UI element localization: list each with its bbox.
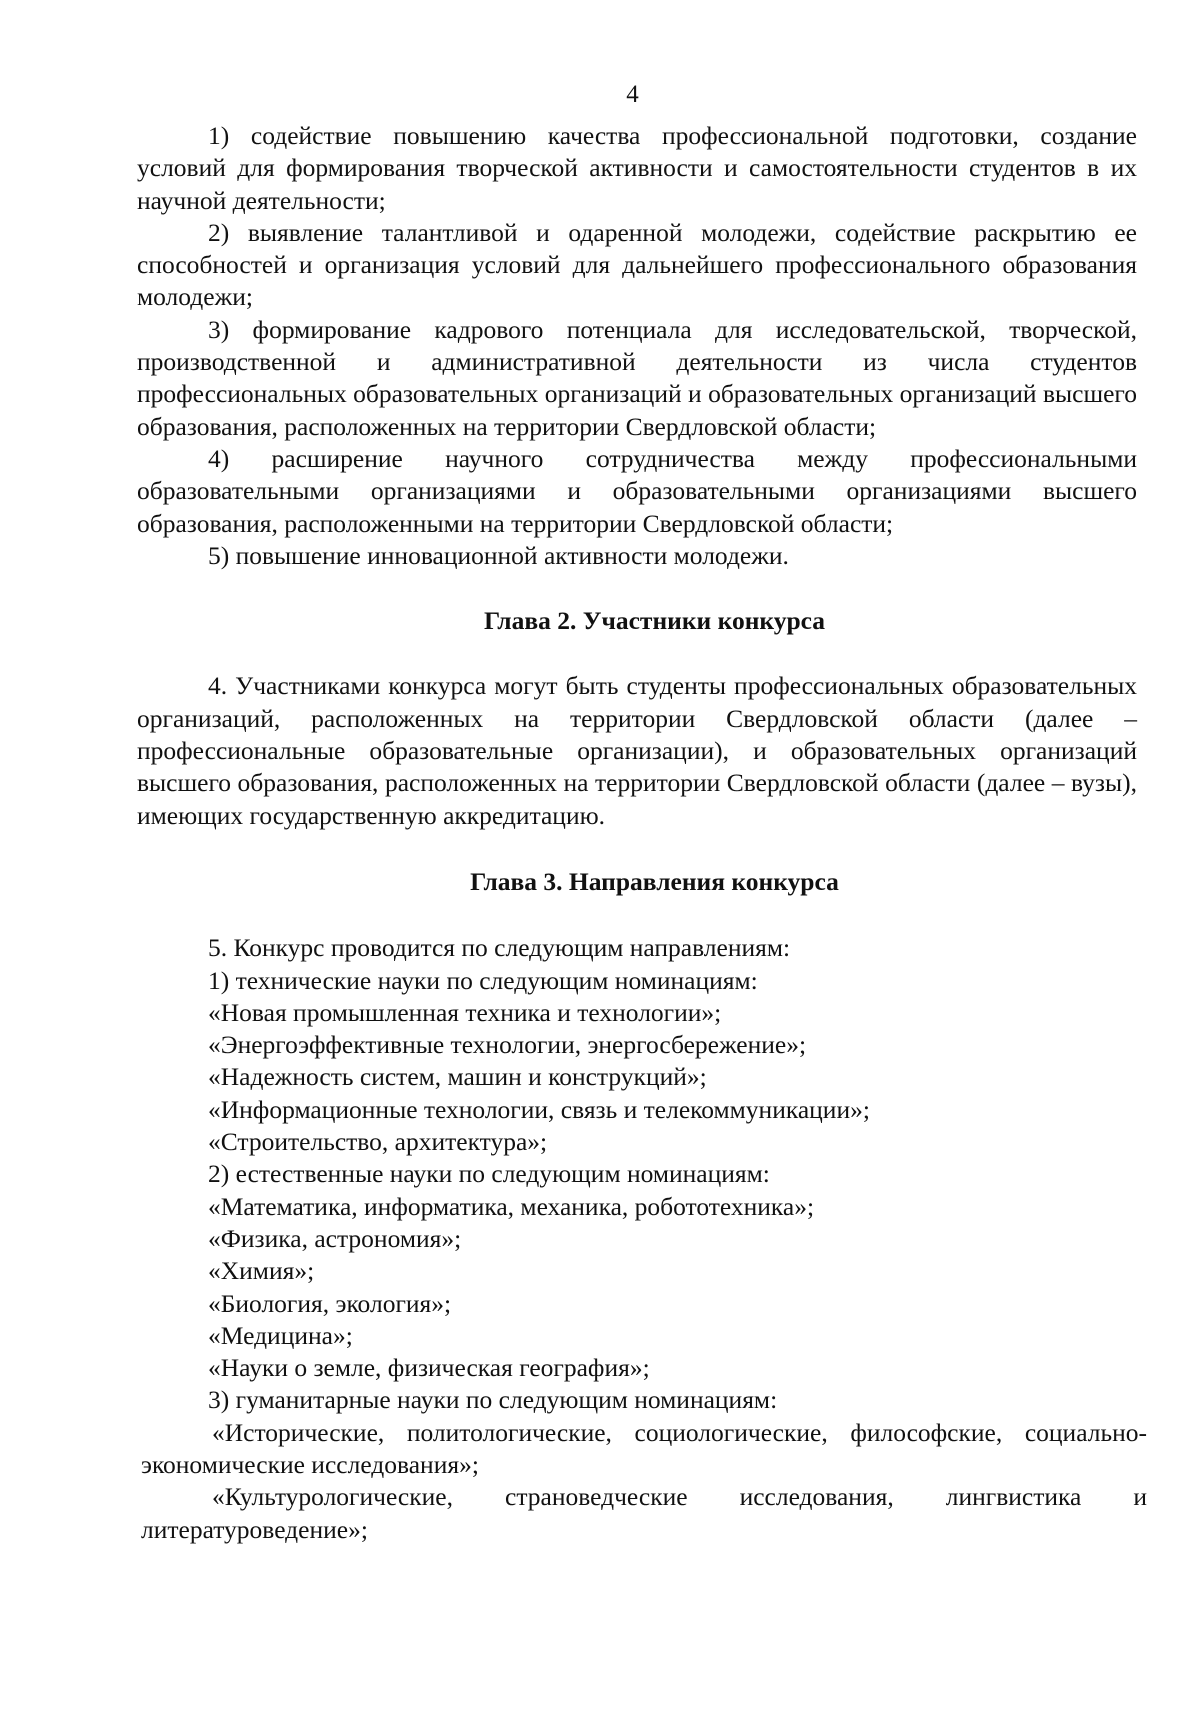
document-body: [137, 120, 1147, 1546]
list-item: «Новая промышленная техника и технологии»;: [208, 997, 722, 1027]
list-item: «Науки о земле, физическая география»;: [208, 1353, 650, 1383]
list-item: «Биология, экология»;: [208, 1288, 452, 1318]
list-item: «Исторические, политологические, социологические, философские, социально-экономические исследования»;: [141, 1417, 1147, 1479]
list-item: 1) содействие повышению качества профессиональной подготовки, создание условий для формирования творческой активности и самостоятельности студентов в их научной деятельности;: [137, 121, 1137, 215]
chapter-3-title: Глава 3. Направления конкурса: [470, 866, 839, 896]
list-item: «Надежность систем, машин и конструкций»;: [208, 1062, 707, 1092]
list-item: 1) технические науки по следующим номинациям:: [208, 965, 758, 995]
list-item: «Химия»;: [208, 1256, 315, 1286]
list-item: 5) повышение инновационной активности молодежи.: [208, 540, 789, 570]
list-item: «Медицина»;: [208, 1320, 353, 1350]
list-item: «Энергоэффективные технологии, энергосбережение»;: [208, 1030, 807, 1060]
list-item: «Математика, информатика, механика, робототехника»;: [208, 1191, 815, 1221]
list-item: 3) гуманитарные науки по следующим номинациям:: [208, 1385, 778, 1415]
chapter-3-list: [137, 932, 1147, 1546]
chapter-2-paragraph: 4. Участниками конкурса могут быть студенты профессиональных образовательных организаций, расположенных на территории Свердловской области (далее – профессиональные образовательные организации), и образовательных организаций высшего образования, расположенных на территории Свердловской области (далее – вузы), имеющих государственную аккредитацию.: [137, 671, 1137, 830]
list-item: «Физика, астрономия»;: [208, 1223, 462, 1253]
list-item: 2) естественные науки по следующим номинациям:: [208, 1159, 770, 1189]
list-item: «Информационные технологии, связь и телекоммуникации»;: [208, 1094, 870, 1124]
list-item: 4) расширение научного сотрудничества между профессиональными образовательными организациями и образовательными организациями высшего образования, расположенными на территории Свердловской области;: [137, 443, 1137, 538]
list-item: 3) формирование кадрового потенциала для исследовательской, творческой, производственной и административной деятельности из числа студентов профессиональных образовательных организаций и образовательных организаций высшего образования, расположенных на территории Свердловской области;: [137, 314, 1137, 441]
list-item: «Строительство, архитектура»;: [208, 1127, 548, 1157]
list-item: 2) выявление талантливой и одаренной молодежи, содействие раскрытию ее способностей и организация условий для дальнейшего профессионального образования молодежи;: [137, 217, 1137, 312]
chapter-2-title: Глава 2. Участники конкурса: [483, 606, 826, 636]
list-item: «Культурологические, страноведческие исследования, лингвистика и литературоведение»;: [141, 1482, 1147, 1544]
list-item: 5. Конкурс проводится по следующим направлениям:: [208, 933, 791, 963]
page-number: 4: [626, 81, 639, 108]
